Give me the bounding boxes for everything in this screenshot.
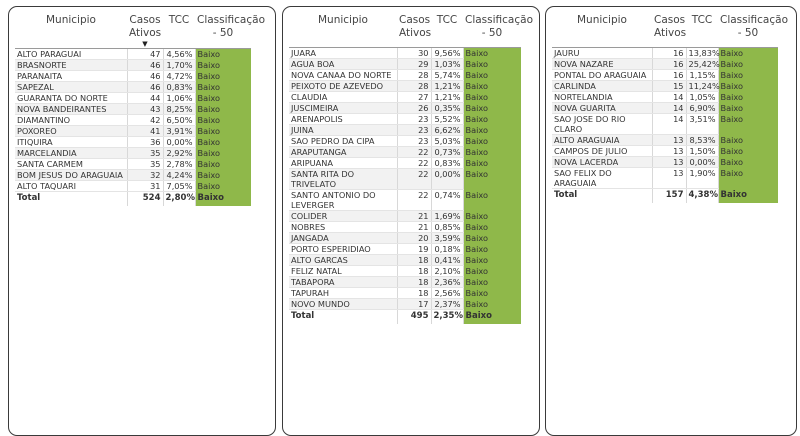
classificacao-cell: Baixo — [718, 70, 778, 81]
casos-ativos-cell: 31 — [127, 181, 163, 192]
tcc-cell: 0,00% — [686, 157, 718, 168]
classificacao-cell: Baixo — [463, 70, 521, 81]
tcc-cell: 1,15% — [686, 70, 718, 81]
classificacao-cell: Baixo — [718, 103, 778, 114]
tcc-cell: 0,85% — [431, 222, 463, 233]
table-row[interactable] — [289, 244, 521, 255]
tcc-cell: 2,37% — [431, 299, 463, 310]
total-casos: 524 — [127, 192, 163, 206]
casos-ativos-cell: 14 — [652, 103, 686, 114]
total-tcc: 2,80% — [163, 192, 195, 206]
municipio-cell: PEIXOTO DE AZEVEDO — [289, 81, 397, 92]
classificacao-cell: Baixo — [463, 81, 521, 92]
municipio-cell: PARANAITA — [15, 71, 127, 82]
table-row[interactable] — [15, 115, 251, 126]
table-row[interactable] — [15, 104, 251, 115]
classificacao-cell: Baixo — [463, 114, 521, 125]
classificacao-cell: Baixo — [463, 299, 521, 310]
classificacao-cell: Baixo — [195, 93, 251, 104]
total-tcc: 4,38% — [686, 189, 718, 203]
municipio-cell: JUSCIMEIRA — [289, 103, 397, 114]
casos-ativos-cell: 27 — [397, 92, 431, 103]
tcc-cell: 1,05% — [686, 92, 718, 103]
header-casos-ativos-label: Casos Ativos — [129, 14, 162, 39]
tcc-cell: 4,24% — [163, 170, 195, 181]
casos-ativos-cell: 32 — [127, 170, 163, 181]
municipio-cell: SAO JOSE DO RIO CLARO — [552, 114, 652, 135]
classificacao-cell: Baixo — [195, 82, 251, 93]
municipio-cell: PONTAL DO ARAGUAIA — [552, 70, 652, 81]
municipio-cell: ARAPUTANGA — [289, 147, 397, 158]
classificacao-cell: Baixo — [463, 158, 521, 169]
classificacao-cell: Baixo — [718, 59, 778, 70]
tcc-cell: 8,53% — [686, 135, 718, 146]
tcc-cell: 2,56% — [431, 288, 463, 299]
tcc-cell: 2,92% — [163, 148, 195, 159]
municipio-cell: NOVA GUARITA — [552, 103, 652, 114]
casos-ativos-cell: 46 — [127, 60, 163, 71]
tcc-cell: 0,73% — [431, 147, 463, 158]
classificacao-cell: Baixo — [463, 255, 521, 266]
table-row[interactable] — [289, 288, 521, 299]
municipio-table-3 — [552, 14, 788, 203]
municipio-cell: COLIDER — [289, 211, 397, 222]
municipio-cell: GUARANTA DO NORTE — [15, 93, 127, 104]
municipio-cell: ALTO PARAGUAI — [15, 49, 127, 60]
tcc-cell: 1,70% — [163, 60, 195, 71]
tcc-cell: 0,83% — [163, 82, 195, 93]
tcc-cell: 5,52% — [431, 114, 463, 125]
table-row[interactable] — [15, 170, 251, 181]
classificacao-cell: Baixo — [463, 211, 521, 222]
header-tcc[interactable]: TCC — [163, 14, 195, 49]
table-row[interactable] — [289, 255, 521, 266]
table-row[interactable] — [289, 233, 521, 244]
tcc-cell: 6,62% — [431, 125, 463, 136]
casos-ativos-cell: 23 — [397, 136, 431, 147]
table-row[interactable] — [289, 147, 521, 158]
casos-ativos-cell: 41 — [127, 126, 163, 137]
table-row[interactable] — [15, 137, 251, 148]
tcc-cell: 1,90% — [686, 168, 718, 189]
classificacao-cell: Baixo — [463, 222, 521, 233]
casos-ativos-cell: 28 — [397, 81, 431, 92]
tcc-cell: 7,05% — [163, 181, 195, 192]
casos-ativos-cell: 23 — [397, 125, 431, 136]
total-classificacao: Baixo — [195, 192, 251, 206]
municipio-cell: ALTO GARCAS — [289, 255, 397, 266]
municipio-cell: NORTELANDIA — [552, 92, 652, 103]
tcc-cell: 9,56% — [431, 48, 463, 59]
municipio-cell: JANGADA — [289, 233, 397, 244]
table-row[interactable] — [289, 299, 521, 310]
casos-ativos-cell: 18 — [397, 288, 431, 299]
tcc-cell: 1,21% — [431, 92, 463, 103]
header-municipio[interactable]: Municipio — [552, 14, 652, 48]
header-casos-ativos[interactable] — [127, 14, 163, 49]
municipio-cell: SAO FELIX DO ARAGUAIA — [552, 168, 652, 189]
tcc-cell: 13,83% — [686, 48, 718, 59]
table-row[interactable] — [552, 81, 778, 92]
classificacao-cell: Baixo — [718, 168, 778, 189]
municipio-cell: NOVA NAZARE — [552, 59, 652, 70]
municipio-cell: SANTA RITA DO TRIVELATO — [289, 169, 397, 190]
classificacao-cell: Baixo — [463, 48, 521, 59]
casos-ativos-cell: 43 — [127, 104, 163, 115]
table-row[interactable] — [289, 136, 521, 147]
table-row[interactable] — [15, 60, 251, 71]
header-tcc[interactable]: TCC — [686, 14, 718, 48]
municipio-cell: POXOREO — [15, 126, 127, 137]
table-row[interactable] — [15, 93, 251, 104]
table-panel-2[interactable] — [282, 6, 540, 436]
tcc-cell: 0,00% — [431, 169, 463, 190]
table-row[interactable] — [289, 277, 521, 288]
table-row[interactable] — [552, 135, 778, 146]
classificacao-cell: Baixo — [463, 266, 521, 277]
municipio-cell: ALTO ARAGUAIA — [552, 135, 652, 146]
tcc-cell: 3,59% — [431, 233, 463, 244]
total-row — [289, 310, 521, 324]
municipio-cell: NOVA LACERDA — [552, 157, 652, 168]
classificacao-cell: Baixo — [463, 277, 521, 288]
table-row[interactable] — [15, 148, 251, 159]
municipio-table-1 — [15, 14, 265, 206]
casos-ativos-cell: 21 — [397, 222, 431, 233]
table-row[interactable] — [552, 157, 778, 168]
casos-ativos-cell: 29 — [397, 59, 431, 70]
table-row[interactable] — [289, 125, 521, 136]
municipio-cell: CLAUDIA — [289, 92, 397, 103]
casos-ativos-cell: 14 — [652, 114, 686, 135]
municipio-cell: SAPEZAL — [15, 82, 127, 93]
casos-ativos-cell: 16 — [652, 59, 686, 70]
table-row[interactable] — [289, 169, 521, 190]
municipio-cell: PORTO ESPERIDIAO — [289, 244, 397, 255]
municipio-cell: ITIQUIRA — [15, 137, 127, 148]
total-casos: 495 — [397, 310, 431, 324]
classificacao-cell: Baixo — [195, 170, 251, 181]
casos-ativos-cell: 42 — [127, 115, 163, 126]
casos-ativos-cell: 20 — [397, 233, 431, 244]
table-row[interactable] — [289, 48, 521, 59]
classificacao-cell: Baixo — [463, 233, 521, 244]
table-panel-1[interactable] — [8, 6, 276, 436]
municipio-cell: ARIPUANA — [289, 158, 397, 169]
classificacao-cell: Baixo — [195, 137, 251, 148]
classificacao-cell: Baixo — [195, 60, 251, 71]
table-row[interactable] — [289, 114, 521, 125]
classificacao-cell: Baixo — [463, 59, 521, 70]
caret-down-icon[interactable]: ▼ — [142, 40, 148, 48]
header-municipio[interactable]: Municipio — [289, 14, 397, 48]
total-row — [15, 192, 251, 206]
header-casos-ativos-label: Casos Ativos — [399, 14, 432, 39]
municipio-cell: MARCELANDIA — [15, 148, 127, 159]
casos-ativos-cell: 35 — [127, 159, 163, 170]
total-row — [552, 189, 778, 203]
casos-ativos-cell: 28 — [397, 70, 431, 81]
municipio-cell: DIAMANTINO — [15, 115, 127, 126]
municipio-cell: SANTO ANTONIO DO LEVERGER — [289, 190, 397, 211]
municipio-cell: BRASNORTE — [15, 60, 127, 71]
casos-ativos-cell: 22 — [397, 169, 431, 190]
casos-ativos-cell: 22 — [397, 147, 431, 158]
table-row[interactable] — [15, 181, 251, 192]
casos-ativos-cell: 46 — [127, 82, 163, 93]
table-row[interactable] — [289, 92, 521, 103]
total-tcc: 2,35% — [431, 310, 463, 324]
municipio-cell: JAURU — [552, 48, 652, 59]
table-row[interactable] — [15, 126, 251, 137]
tcc-cell: 1,06% — [163, 93, 195, 104]
header-classificacao[interactable]: Classificação - 50 — [195, 14, 251, 49]
classificacao-cell: Baixo — [463, 103, 521, 114]
casos-ativos-cell: 46 — [127, 71, 163, 82]
casos-ativos-cell: 18 — [397, 255, 431, 266]
tcc-cell: 3,91% — [163, 126, 195, 137]
tcc-cell: 0,18% — [431, 244, 463, 255]
tcc-cell: 2,10% — [431, 266, 463, 277]
table-row[interactable] — [289, 266, 521, 277]
casos-ativos-cell: 13 — [652, 135, 686, 146]
municipio-cell: NOVO MUNDO — [289, 299, 397, 310]
classificacao-cell: Baixo — [463, 288, 521, 299]
table-row[interactable] — [552, 103, 778, 114]
municipio-table-2 — [289, 14, 533, 324]
municipio-cell: FELIZ NATAL — [289, 266, 397, 277]
table-row[interactable] — [289, 81, 521, 92]
tcc-cell: 2,36% — [431, 277, 463, 288]
total-classificacao: Baixo — [718, 189, 778, 203]
tcc-cell: 2,78% — [163, 159, 195, 170]
casos-ativos-cell: 22 — [397, 190, 431, 211]
total-classificacao: Baixo — [463, 310, 521, 324]
table-row[interactable] — [15, 159, 251, 170]
casos-ativos-cell: 13 — [652, 157, 686, 168]
table-row[interactable] — [289, 70, 521, 81]
municipio-cell: ALTO TAQUARI — [15, 181, 127, 192]
table-row[interactable] — [15, 82, 251, 93]
casos-ativos-cell: 23 — [397, 114, 431, 125]
tcc-cell: 8,25% — [163, 104, 195, 115]
casos-ativos-cell: 16 — [652, 70, 686, 81]
tcc-cell: 0,83% — [431, 158, 463, 169]
tcc-cell: 1,03% — [431, 59, 463, 70]
table-row[interactable] — [552, 59, 778, 70]
casos-ativos-cell: 22 — [397, 158, 431, 169]
classificacao-cell: Baixo — [463, 136, 521, 147]
classificacao-cell: Baixo — [195, 49, 251, 60]
table-row[interactable] — [15, 71, 251, 82]
casos-ativos-cell: 17 — [397, 299, 431, 310]
classificacao-cell: Baixo — [195, 126, 251, 137]
classificacao-cell: Baixo — [718, 157, 778, 168]
total-label: Total — [15, 192, 127, 206]
classificacao-cell: Baixo — [195, 104, 251, 115]
classificacao-cell: Baixo — [463, 125, 521, 136]
classificacao-cell: Baixo — [718, 81, 778, 92]
table-row[interactable] — [289, 211, 521, 222]
municipio-cell: NOVA BANDEIRANTES — [15, 104, 127, 115]
classificacao-cell: Baixo — [718, 92, 778, 103]
classificacao-cell: Baixo — [195, 148, 251, 159]
table-panel-3[interactable] — [545, 6, 797, 436]
header-classificacao[interactable]: Classificação - 50 — [463, 14, 521, 48]
tcc-cell: 11,24% — [686, 81, 718, 92]
classificacao-cell: Baixo — [718, 146, 778, 157]
classificacao-cell: Baixo — [463, 92, 521, 103]
tcc-cell: 3,51% — [686, 114, 718, 135]
casos-ativos-cell: 44 — [127, 93, 163, 104]
total-label: Total — [552, 189, 652, 203]
tcc-cell: 0,41% — [431, 255, 463, 266]
classificacao-cell: Baixo — [195, 181, 251, 192]
classificacao-cell: Baixo — [463, 190, 521, 211]
tcc-cell: 1,69% — [431, 211, 463, 222]
casos-ativos-cell: 13 — [652, 168, 686, 189]
table-row[interactable] — [289, 103, 521, 114]
tcc-cell: 0,35% — [431, 103, 463, 114]
table-row[interactable] — [289, 158, 521, 169]
casos-ativos-cell: 36 — [127, 137, 163, 148]
classificacao-cell: Baixo — [718, 48, 778, 59]
table-row[interactable] — [552, 114, 778, 135]
tcc-cell: 1,50% — [686, 146, 718, 157]
municipio-cell: JUARA — [289, 48, 397, 59]
casos-ativos-cell: 16 — [652, 48, 686, 59]
classificacao-cell: Baixo — [718, 114, 778, 135]
municipio-cell: NOBRES — [289, 222, 397, 233]
municipio-cell: CARLINDA — [552, 81, 652, 92]
header-tcc[interactable]: TCC — [431, 14, 463, 48]
header-municipio[interactable]: Municipio — [15, 14, 127, 49]
classificacao-cell: Baixo — [718, 135, 778, 146]
tcc-cell: 0,00% — [163, 137, 195, 148]
casos-ativos-cell: 15 — [652, 81, 686, 92]
table-row[interactable] — [552, 92, 778, 103]
table-row[interactable] — [552, 70, 778, 81]
header-classificacao[interactable]: Classificação - 50 — [718, 14, 778, 48]
municipio-cell: CAMPOS DE JULIO — [552, 146, 652, 157]
casos-ativos-cell: 35 — [127, 148, 163, 159]
classificacao-cell: Baixo — [195, 71, 251, 82]
header-casos-ativos-label: Casos Ativos — [654, 14, 687, 39]
municipio-cell: SANTA CARMEM — [15, 159, 127, 170]
tcc-cell: 0,74% — [431, 190, 463, 211]
casos-ativos-cell: 13 — [652, 146, 686, 157]
tcc-cell: 6,90% — [686, 103, 718, 114]
classificacao-cell: Baixo — [463, 147, 521, 158]
table-row[interactable] — [552, 168, 778, 189]
municipio-cell: ARENAPOLIS — [289, 114, 397, 125]
municipio-cell: SAO PEDRO DA CIPA — [289, 136, 397, 147]
table-row[interactable] — [289, 190, 521, 211]
tcc-cell: 1,21% — [431, 81, 463, 92]
tcc-cell: 5,03% — [431, 136, 463, 147]
casos-ativos-cell: 21 — [397, 211, 431, 222]
casos-ativos-cell: 19 — [397, 244, 431, 255]
header-casos-ativos[interactable] — [652, 14, 686, 48]
table-row[interactable] — [289, 222, 521, 233]
tcc-cell: 4,72% — [163, 71, 195, 82]
tcc-cell: 25,42% — [686, 59, 718, 70]
municipio-cell: TABAPORA — [289, 277, 397, 288]
casos-ativos-cell: 26 — [397, 103, 431, 114]
table-row[interactable] — [552, 48, 778, 59]
table-row[interactable] — [15, 49, 251, 60]
municipio-cell: BOM JESUS DO ARAGUAIA — [15, 170, 127, 181]
table-row[interactable] — [552, 146, 778, 157]
casos-ativos-cell: 18 — [397, 277, 431, 288]
classificacao-cell: Baixo — [195, 159, 251, 170]
casos-ativos-cell: 30 — [397, 48, 431, 59]
municipio-cell: AGUA BOA — [289, 59, 397, 70]
total-casos: 157 — [652, 189, 686, 203]
tcc-cell: 6,50% — [163, 115, 195, 126]
casos-ativos-cell: 14 — [652, 92, 686, 103]
municipio-cell: JUINA — [289, 125, 397, 136]
casos-ativos-cell: 18 — [397, 266, 431, 277]
tcc-cell: 5,74% — [431, 70, 463, 81]
table-row[interactable] — [289, 59, 521, 70]
classificacao-cell: Baixo — [463, 169, 521, 190]
header-casos-ativos[interactable] — [397, 14, 431, 48]
tcc-cell: 4,56% — [163, 49, 195, 60]
casos-ativos-cell: 47 — [127, 49, 163, 60]
classificacao-cell: Baixo — [195, 115, 251, 126]
classificacao-cell: Baixo — [463, 244, 521, 255]
municipio-cell: NOVA CANAA DO NORTE — [289, 70, 397, 81]
municipio-cell: TAPURAH — [289, 288, 397, 299]
total-label: Total — [289, 310, 397, 324]
